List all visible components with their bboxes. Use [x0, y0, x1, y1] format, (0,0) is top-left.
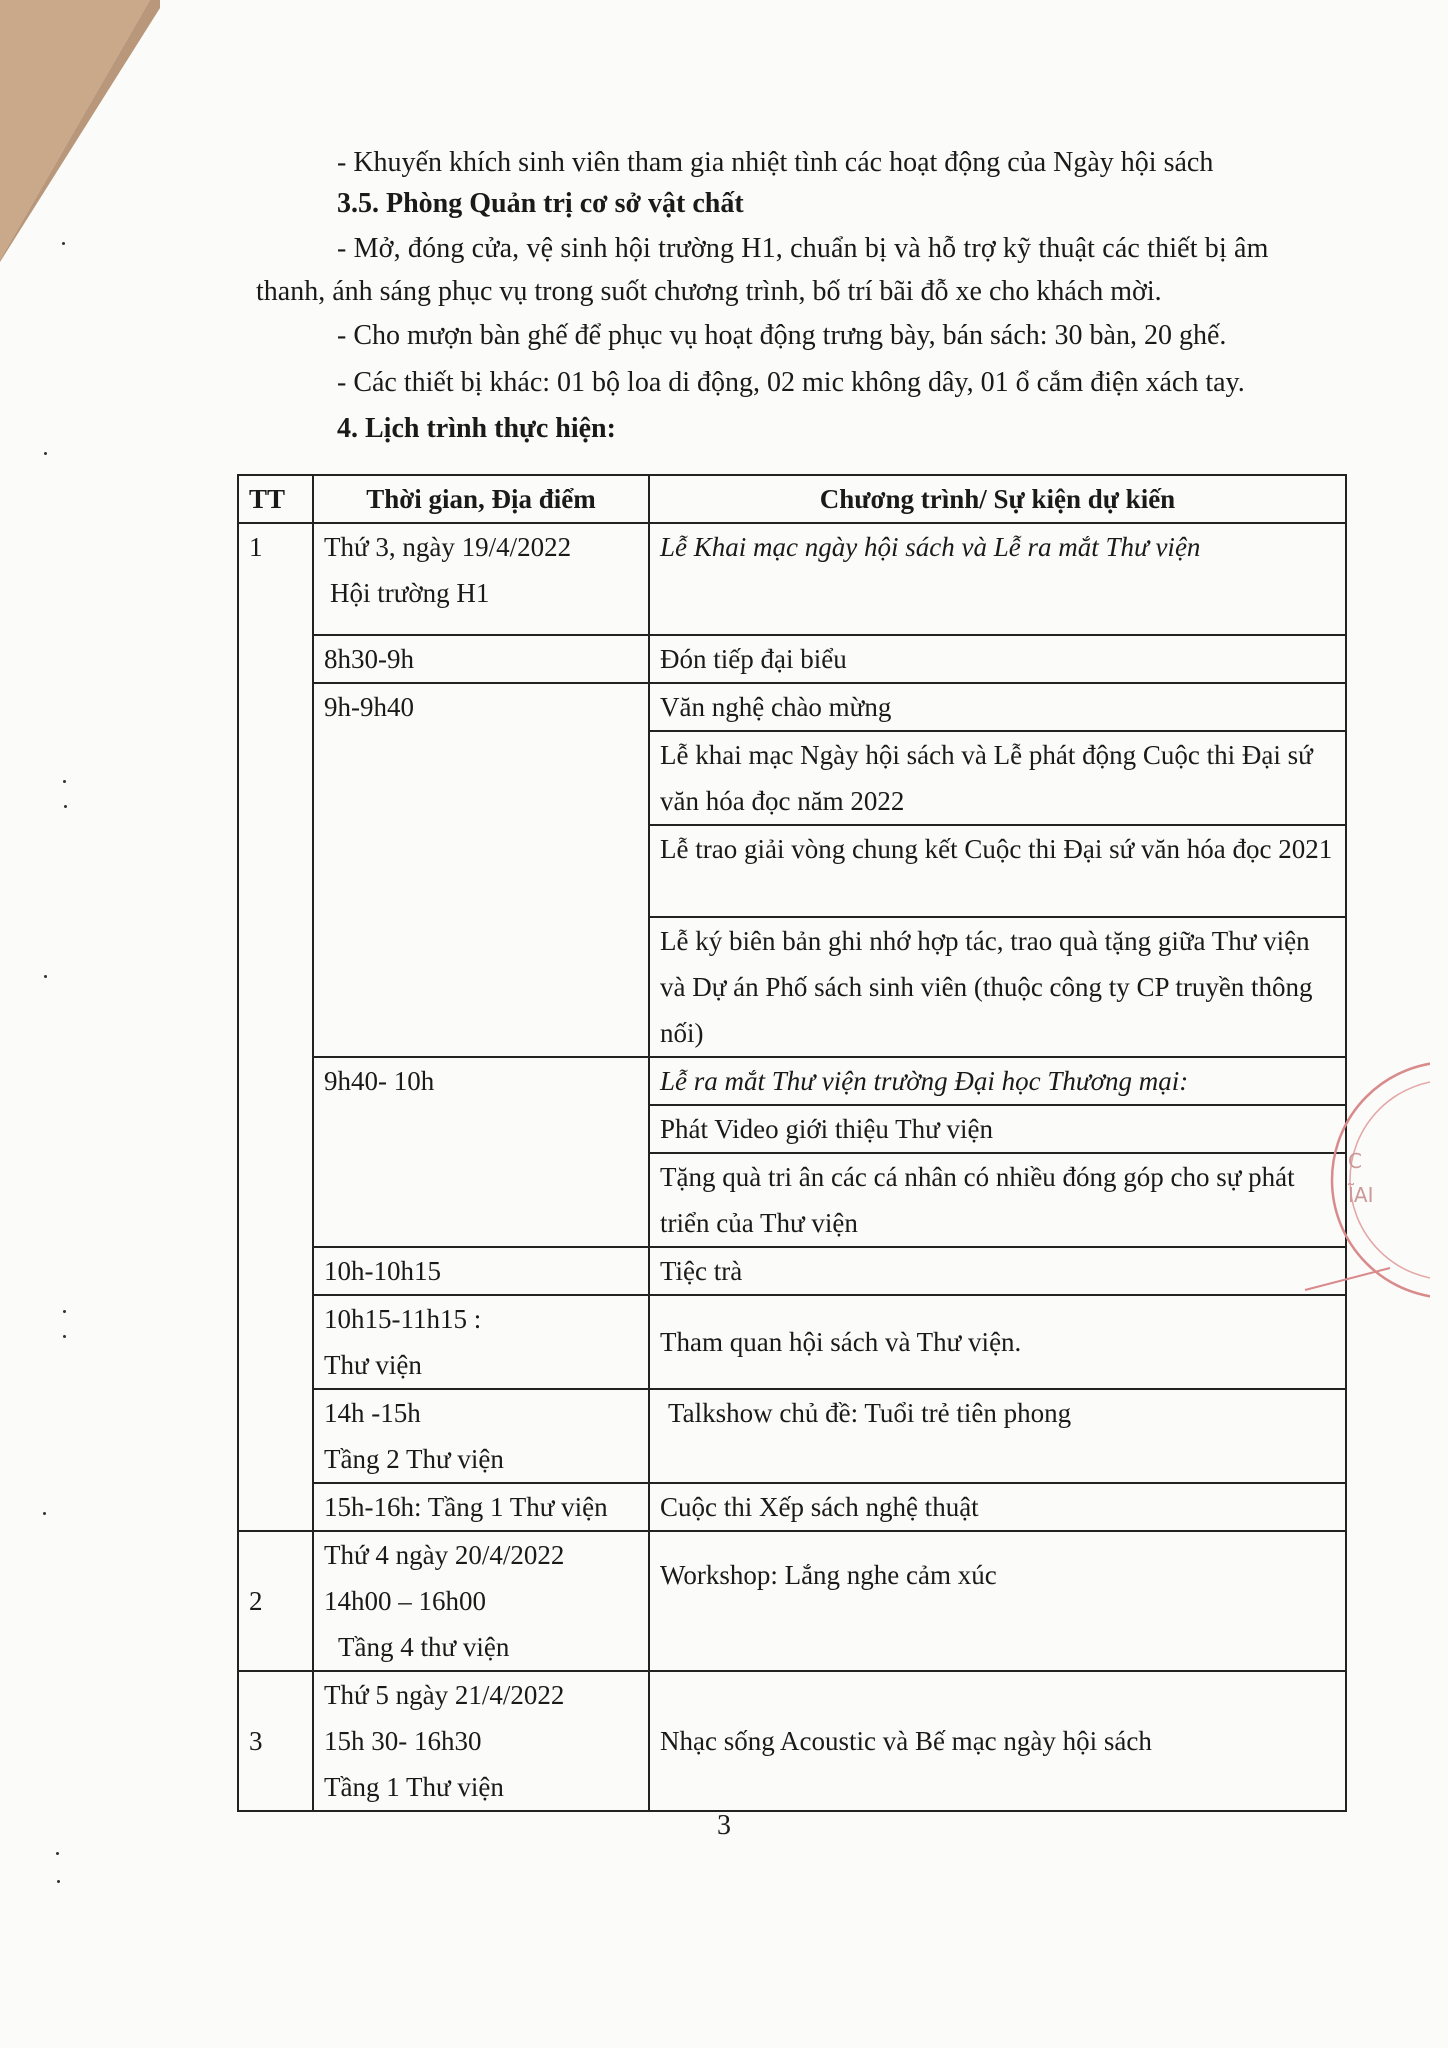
time-cell: 9h40- 10h — [313, 1057, 649, 1247]
time-cell: 9h-9h40 — [313, 683, 649, 1057]
scan-dot — [63, 780, 66, 783]
date-place-cell — [313, 523, 649, 635]
place-text: Tầng 1 Thư viện — [324, 1772, 504, 1802]
event-cell: Lễ khai mạc Ngày hội sách và Lễ phát động Cuộc thi Đại sứ văn hóa đọc năm 2022 — [649, 731, 1346, 825]
table-row — [238, 1247, 1346, 1295]
scan-dot — [44, 452, 47, 455]
table-header-row — [238, 475, 1346, 523]
event-cell: Tham quan hội sách và Thư viện. — [649, 1295, 1346, 1389]
event-cell: Nhạc sống Acoustic và Bế mạc ngày hội sách — [649, 1671, 1346, 1811]
tt-cell: 2 — [238, 1531, 313, 1671]
event-cell: Tặng quà tri ân các cá nhân có nhiều đóng góp cho sự phát triển của Thư viện — [649, 1153, 1346, 1247]
folded-corner — [0, 0, 160, 270]
place-text: Hội trường H1 — [330, 578, 490, 608]
place-text: Tầng 2 Thư viện — [324, 1444, 504, 1474]
scan-dot — [57, 1880, 60, 1883]
scan-dot — [56, 1852, 59, 1855]
time-cell: 8h30-9h — [313, 635, 649, 683]
section-35-line: - Mở, đóng cửa, vệ sinh hội trường H1, chuẩn bị và hỗ trợ kỹ thuật các thiết bị âm — [337, 233, 1269, 264]
event-cell: Lễ Khai mạc ngày hội sách và Lễ ra mắt Thư viện — [649, 523, 1346, 635]
event-cell: Lễ ra mắt Thư viện trường Đại học Thương mại: — [649, 1057, 1346, 1105]
header-tt: TT — [238, 475, 313, 523]
section-35-heading: 3.5. Phòng Quản trị cơ sở vật chất — [337, 188, 744, 219]
time-cell: 15h-16h: Tầng 1 Thư viện — [313, 1483, 649, 1531]
scan-dot — [62, 242, 65, 245]
place-text: Thư viện — [324, 1350, 422, 1380]
event-cell: Đón tiếp đại biểu — [649, 635, 1346, 683]
table-row — [238, 1483, 1346, 1531]
event-cell: Tiệc trà — [649, 1247, 1346, 1295]
section-4-heading: 4. Lịch trình thực hiện: — [337, 413, 616, 444]
time-cell: 10h-10h15 — [313, 1247, 649, 1295]
date-text: Thứ 3, ngày 19/4/2022 — [324, 532, 572, 562]
table-row — [238, 1057, 1346, 1105]
event-cell: Phát Video giới thiệu Thư viện — [649, 1105, 1346, 1153]
event-cell: Talkshow chủ đề: Tuổi trẻ tiên phong — [649, 1389, 1346, 1483]
table-row — [238, 1671, 1346, 1811]
event-cell: Lễ ký biên bản ghi nhớ hợp tác, trao quà tặng giữa Thư viện và Dự án Phố sách sinh viên (thuộc công ty CP truyền thông nối) — [649, 917, 1346, 1057]
time-text: 14h00 – 16h00 — [324, 1586, 486, 1616]
place-text: Tầng 4 thư viện — [338, 1632, 510, 1662]
scan-dot — [43, 1512, 46, 1515]
table-row — [238, 523, 1346, 635]
schedule-table — [237, 474, 1347, 1812]
event-cell: Lễ trao giải vòng chung kết Cuộc thi Đại sứ văn hóa đọc 2021 — [649, 825, 1346, 917]
scan-dot — [63, 1335, 66, 1338]
time-text: 14h -15h — [324, 1398, 421, 1428]
section-35-line: - Các thiết bị khác: 01 bộ loa di động, 02 mic không dây, 01 ổ cắm điện xách tay. — [337, 367, 1245, 398]
red-stamp — [1290, 1040, 1430, 1320]
tt-cell: 3 — [238, 1671, 313, 1811]
scan-dot — [64, 805, 67, 808]
event-cell: Văn nghệ chào mừng — [649, 683, 1346, 731]
section-35-line: - Cho mượn bàn ghế để phục vụ hoạt động trưng bày, bán sách: 30 bàn, 20 ghế. — [337, 320, 1227, 351]
time-place-cell — [313, 1295, 649, 1389]
scan-dot — [44, 975, 47, 978]
table-row — [238, 1295, 1346, 1389]
date-time-place-cell — [313, 1531, 649, 1671]
table-row — [238, 1389, 1346, 1483]
table-row — [238, 683, 1346, 731]
page-number: 3 — [717, 1810, 731, 1841]
scan-dot — [63, 1310, 66, 1313]
section-35-line: thanh, ánh sáng phục vụ trong suốt chương trình, bố trí bãi đỗ xe cho khách mời. — [256, 276, 1162, 307]
header-time-place: Thời gian, Địa điểm — [313, 475, 649, 523]
table-row — [238, 635, 1346, 683]
header-event: Chương trình/ Sự kiện dự kiến — [649, 475, 1346, 523]
tt-cell: 1 — [238, 523, 313, 1531]
date-text: Thứ 4 ngày 20/4/2022 — [324, 1540, 565, 1570]
date-time-place-cell — [313, 1671, 649, 1811]
time-place-cell — [313, 1389, 649, 1483]
time-text: 10h15-11h15 : — [324, 1304, 482, 1334]
time-text: 15h 30- 16h30 — [324, 1726, 482, 1756]
table-row — [238, 1531, 1346, 1671]
stamp-text: C ĨAI — [1348, 1149, 1374, 1207]
event-cell: Workshop: Lắng nghe cảm xúc — [649, 1531, 1346, 1671]
date-text: Thứ 5 ngày 21/4/2022 — [324, 1680, 565, 1710]
event-cell: Cuộc thi Xếp sách nghệ thuật — [649, 1483, 1346, 1531]
intro-line: - Khuyến khích sinh viên tham gia nhiệt tình các hoạt động của Ngày hội sách — [337, 147, 1214, 178]
